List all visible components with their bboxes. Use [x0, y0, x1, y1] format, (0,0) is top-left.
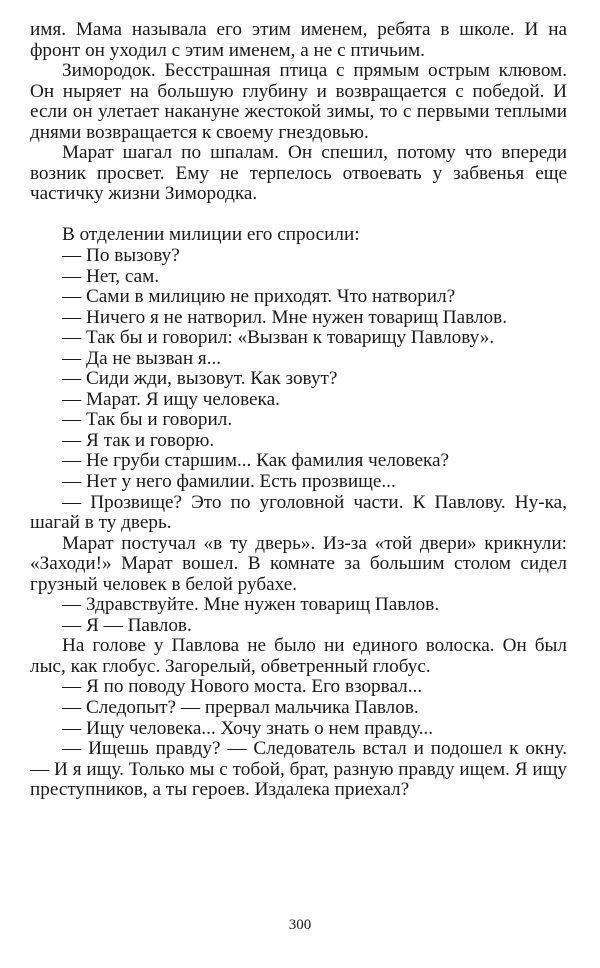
paragraph: — Не груби старшим... Как фамилия человека? [62, 450, 450, 472]
paragraph: Марат постучал «в ту дверь». Из-за «той двери» крикнули: «Заходи!» Марат вошел. В комнате за большим столом сидел грузный человек в белой рубахе. [30, 532, 567, 595]
paragraph: имя. Мама называла его этим именем, ребята в школе. И на фронт он уходил с этим именем, а не с птичьим. [30, 19, 567, 61]
paragraph: — Я так и говорю. [62, 429, 215, 451]
section-break [30, 205, 567, 226]
paragraph: — По вызову? [62, 244, 180, 266]
paragraph: — Нет у него фамилии. Есть прозвище... [62, 470, 396, 492]
paragraph: — Сами в милицию не приходят. Что натворил? [62, 286, 456, 308]
page-text [30, 20, 567, 801]
paragraph: — Прозвище? Это по уголовной части. К Павлову. Ну-ка, шагай в ту дверь. [30, 491, 567, 534]
paragraph: — Ищешь правду? — Следователь встал и подошел к окну. — И я ищу. Только мы с тобой, брат, разную правду ищем. Я ищу преступников, а ты героев. Издалека приехал? [30, 738, 567, 801]
paragraph: — Так бы и говорил: «Вызван к товарищу Павлову». [62, 327, 495, 349]
paragraph: — Я — Павлов. [62, 614, 192, 636]
paragraph: — Следопыт? — прервал мальчика Павлов. [62, 697, 419, 718]
paragraph: — Марат. Я ищу человека. [62, 388, 280, 410]
paragraph: — Я по поводу Нового моста. Его взорвал... [62, 676, 423, 698]
paragraph: В отделении милиции его спросили: [62, 224, 360, 246]
paragraph: На голове у Павлова не было ни единого волоска. Он был лыс, как глобус. Загорелый, обветренный глобус. [30, 635, 567, 677]
paragraph: Марат шагал по шпалам. Он спешил, потому что впереди возник просвет. Ему не терпелось отвоевать у забвенья еще частичку жизни Зимородка. [30, 142, 567, 205]
paragraph: — Сиди жди, вызовут. Как зовут? [62, 368, 338, 390]
paragraph: — Так бы и говорил. [62, 409, 233, 431]
page-number: 300 [288, 917, 312, 933]
paragraph: — Да не вызван я... [62, 347, 222, 369]
paragraph: — Ищу человека... Хочу знать о нем правду... [62, 717, 434, 739]
paragraph: — Нет, сам. [62, 265, 160, 287]
paragraph: — Здравствуйте. Мне нужен товарищ Павлов. [62, 594, 440, 616]
paragraph: Зимородок. Бесстрашная птица с прямым острым клювом. Он ныряет на большую глубину и возвращается с победой. И если он улетает накануне жестокой зимы, то с первыми теплыми днями возвращается к своему гнездовью. [30, 60, 567, 143]
paragraph: — Ничего я не натворил. Мне нужен товарищ Павлов. [62, 306, 508, 328]
